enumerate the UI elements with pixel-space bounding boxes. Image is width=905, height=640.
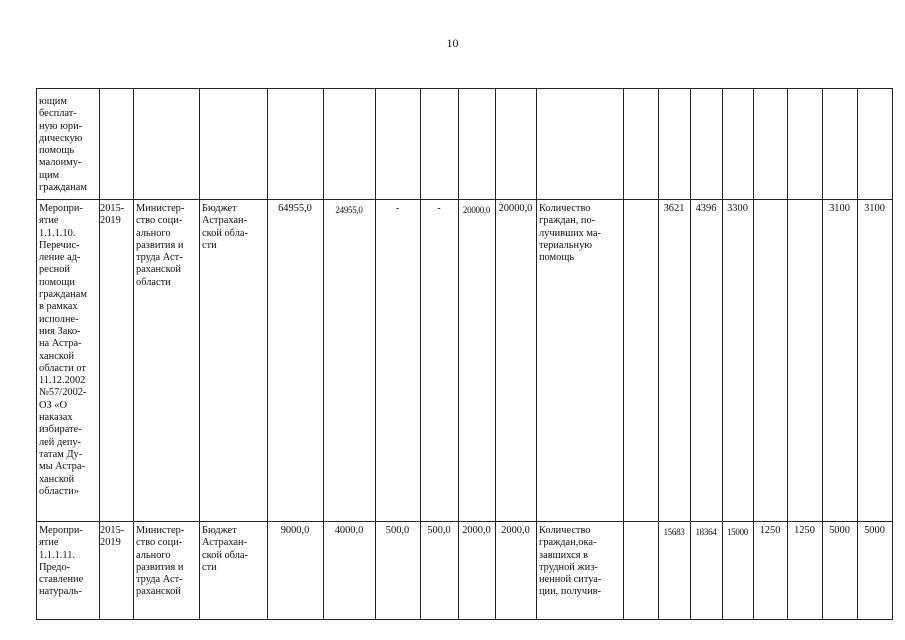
period: 2015- 2019 xyxy=(100,203,125,227)
funding-source: Бюджет Астрахан- ской обла- сти xyxy=(202,525,248,573)
value-2017 xyxy=(753,201,787,221)
row-divider xyxy=(36,521,893,522)
event-name: Меропри- ятие 1.1.1.11. Предо- ставление натураль- xyxy=(39,525,84,598)
amount-2018: 20000,0 xyxy=(462,205,491,215)
amount-2015: 4000,0 xyxy=(334,525,364,536)
value-2017: 1250 xyxy=(759,525,781,536)
value-2015: 4396 xyxy=(695,203,717,214)
column-divider xyxy=(892,88,893,620)
value-2020: 5000 xyxy=(864,525,885,536)
table-top-rule xyxy=(36,88,893,89)
page-number: 10 xyxy=(446,36,459,50)
base-value: 15683 xyxy=(663,527,685,537)
executor: Министер- ство соци- ального развития и труда Аст- раханской области xyxy=(136,203,185,288)
period: 2015- 2019 xyxy=(100,525,125,549)
program-table xyxy=(36,88,893,620)
indicator: Количество граждан, по- лучивших ма- териальную помощь xyxy=(539,203,602,264)
total-amount: 64955,0 xyxy=(278,203,312,214)
unit xyxy=(623,201,658,221)
value-2015: 18364 xyxy=(695,527,717,537)
value-2016: 15000 xyxy=(726,527,748,537)
base-value: 3621 xyxy=(663,203,685,214)
amount-2016: 500,0 xyxy=(385,525,410,536)
amount-2018: 2000,0 xyxy=(462,525,491,536)
row-divider xyxy=(36,199,893,200)
amount-2019: 20000,0 xyxy=(498,203,533,214)
value-2018 xyxy=(787,201,822,221)
value-2016: 3300 xyxy=(727,203,748,214)
total-amount: 9000,0 xyxy=(280,525,310,536)
amount-2015: 24955,0 xyxy=(335,205,363,215)
event-name: Меропри- ятие 1.1.1.10. Перечис- ление ад- ресной помощи гражданам в рамках исполне- ния Зако- на Астра- ханской области от 11.12.2002 №57/2002- ОЗ «О наказах избирате- лей депу- татам Ду- мы Астра- ханской области» xyxy=(39,203,87,497)
amount-2019: 2000,0 xyxy=(501,525,530,536)
value-2018: 1250 xyxy=(794,525,815,536)
amount-2016: - xyxy=(395,203,400,214)
value-2019: 5000 xyxy=(829,525,850,536)
value-2019: 3100 xyxy=(829,203,850,214)
continued-event-text: ющим бесплат- ную юри- дическую помощь малоиму- щим гражданам xyxy=(39,96,87,194)
funding-source: Бюджет Астрахан- ской обла- сти xyxy=(202,203,248,251)
amount-2017: 500,0 xyxy=(427,525,451,536)
unit xyxy=(623,523,658,543)
executor: Министер- ство соци- ального развития и труда Аст- раханской xyxy=(136,525,185,598)
table-bottom-rule xyxy=(36,619,893,620)
indicator: Количество граждан,ока- завшихся в трудной жиз- ненной ситуа- ции, получив- xyxy=(539,525,602,598)
amount-2017: - xyxy=(437,203,441,214)
value-2020: 3100 xyxy=(864,203,885,214)
